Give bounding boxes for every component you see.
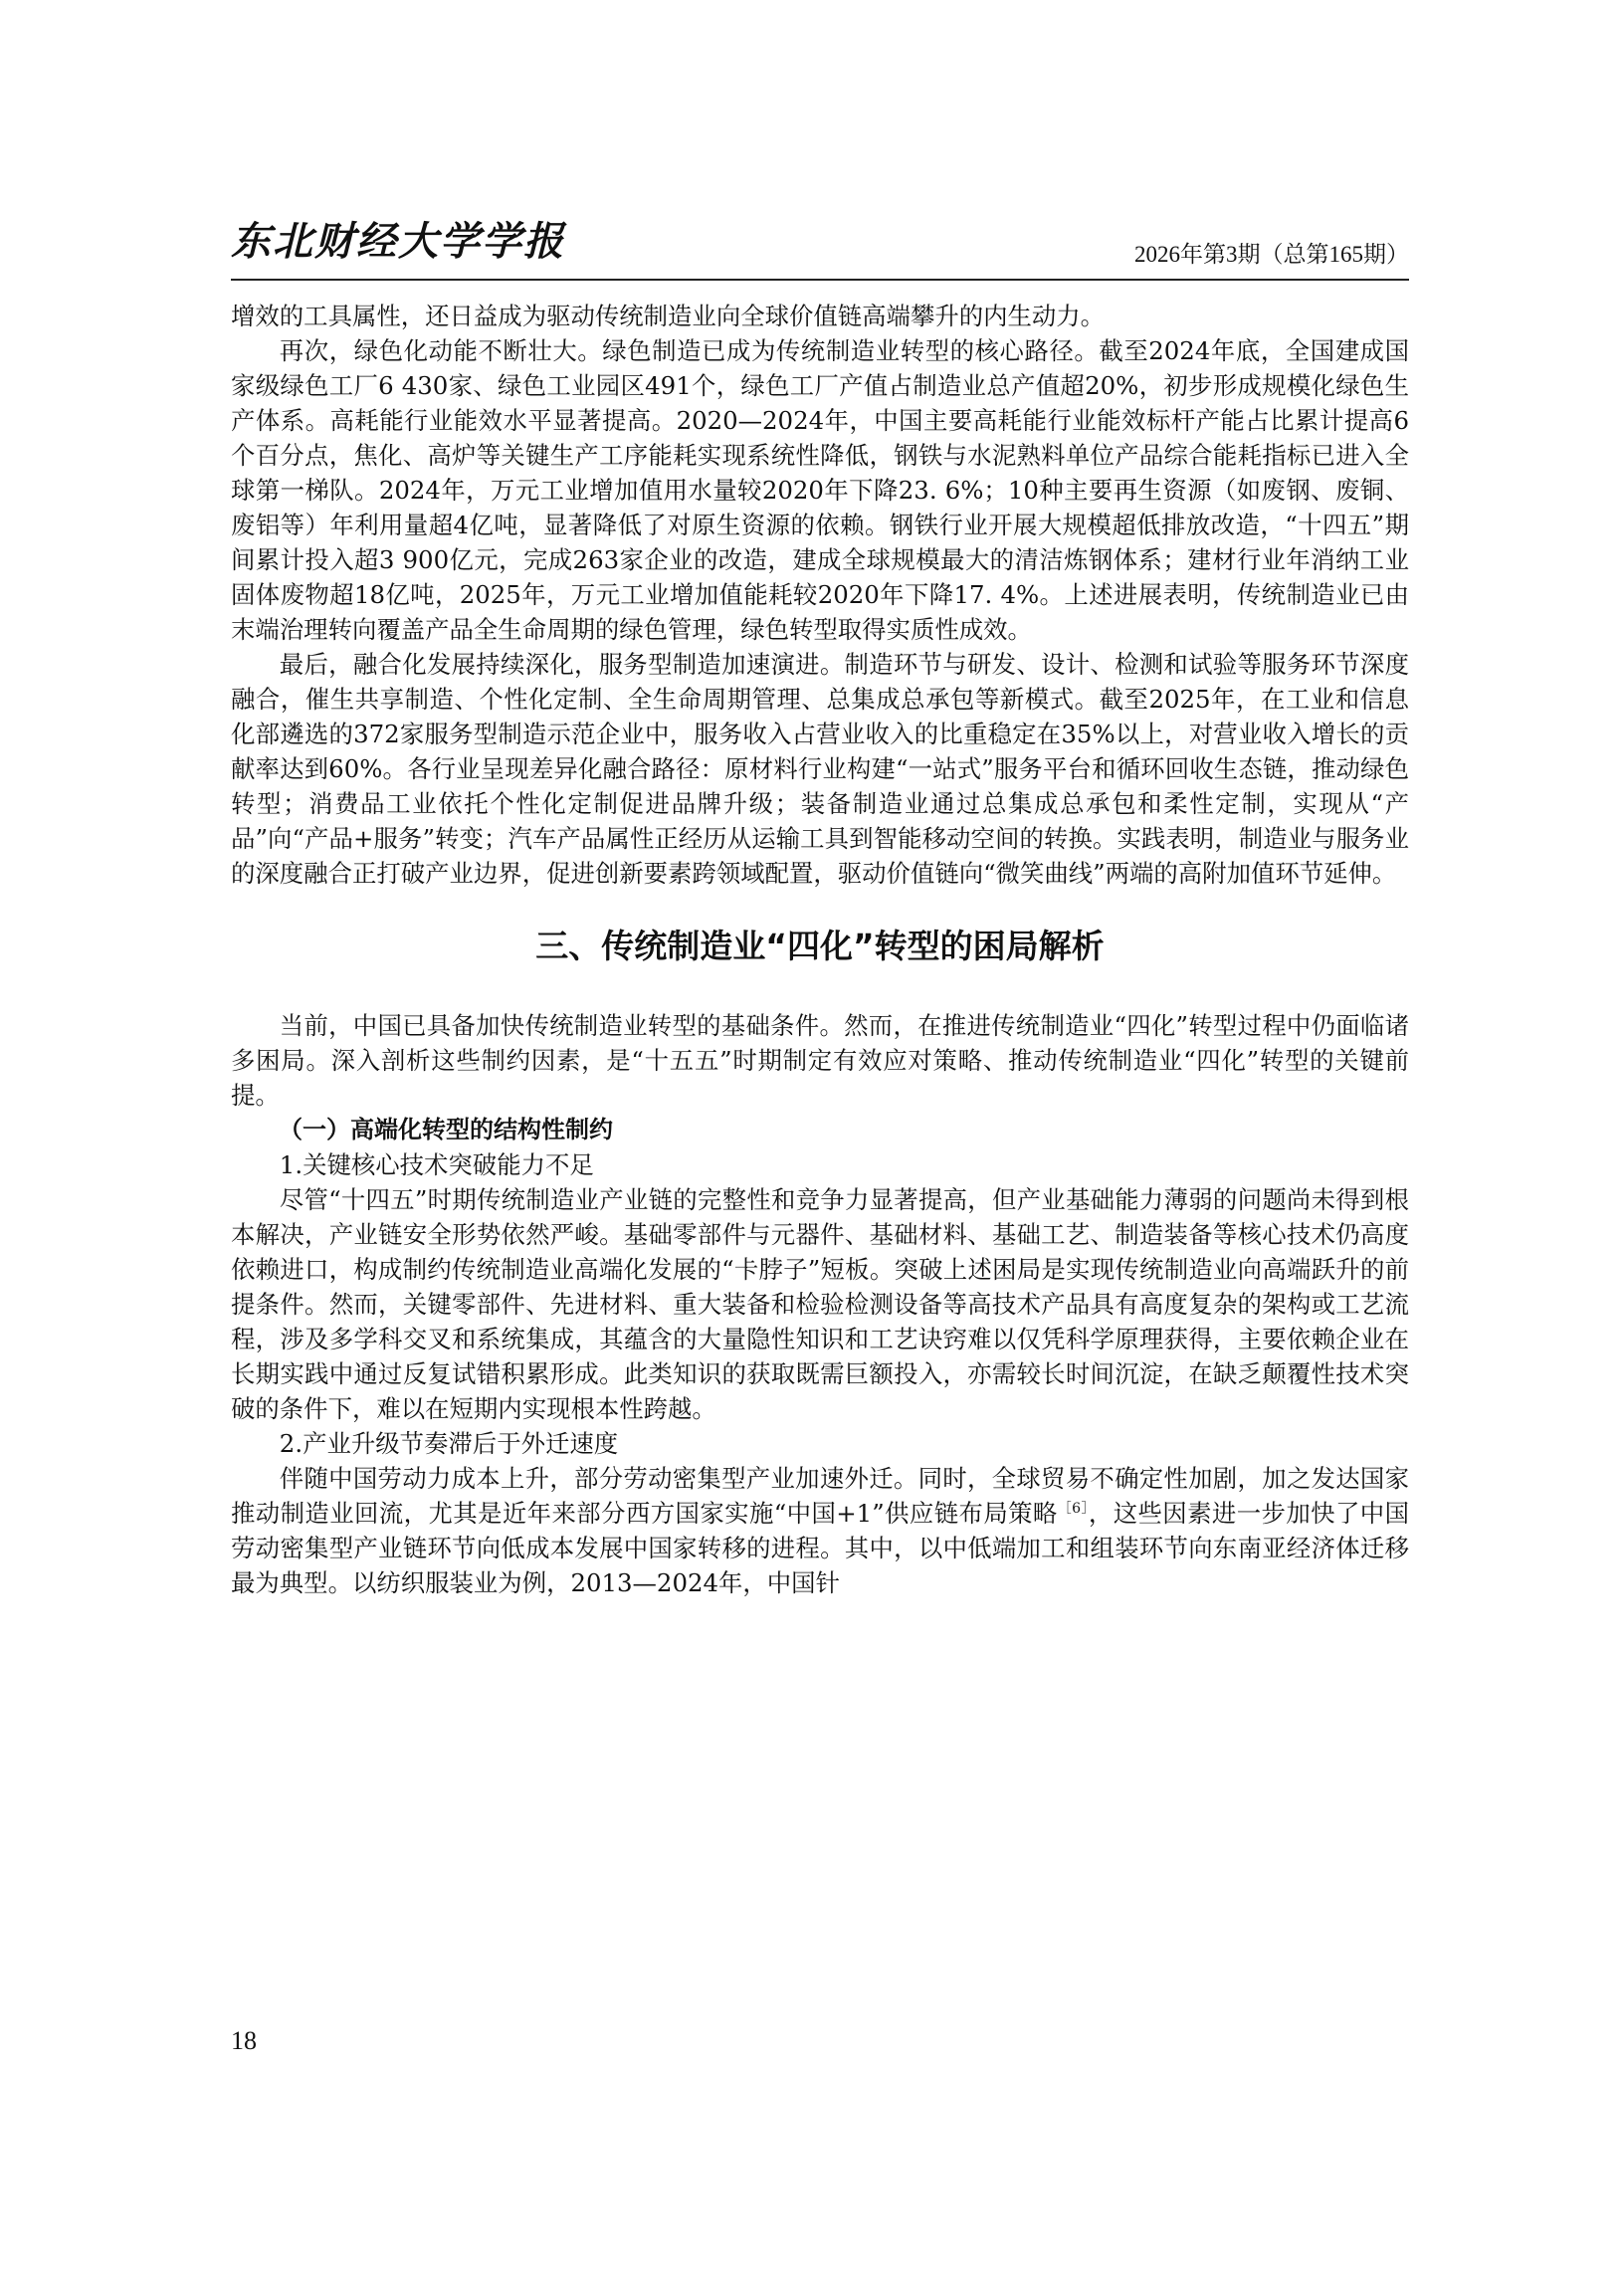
- paragraph-core-tech: 尽管“十四五”时期传统制造业产业链的完整性和竞争力显著提高，但产业基础能力薄弱的问题尚未得到根本解决，产业链安全形势依然严峻。基础零部件与元器件、基础材料、基础工艺、制造装备等核心技术仍高度依赖进口，构成制约传统制造业高端化发展的“卡脖子”短板。突破上述困局是实现传统制造业向高端跃升的前提条件。然而，关键零部件、先进材料、重大装备和检验检测设备等高技术产品具有高度复杂的架构或工艺流程，涉及多学科交叉和系统集成，其蕴含的大量隐性知识和工艺诀窍难以仅凭科学原理获得，主要依赖企业在长期实践中通过反复试错积累形成。此类知识的获取既需巨额投入，亦需较长时间沉淀，在缺乏颠覆性技术突破的条件下，难以在短期内实现根本性跨越。: [231, 1185, 1409, 1423]
- article-body: [231, 299, 1409, 1600]
- running-header: [231, 217, 1409, 277]
- paragraph-relocation-part1: 伴随中国劳动力成本上升，部分劳动密集型产业加速外迁。同时，全球贸易不确定性加剧，加之发达国家推动制造业回流，尤其是近年来部分西方国家实施“中国+1”供应链布局策略: [231, 1464, 1409, 1528]
- paragraph-green: 再次，绿色化动能不断壮大。绿色制造已成为传统制造业转型的核心路径。截至2024年底，全国建成国家级绿色工厂6 430家、绿色工业园区491个，绿色工厂产值占制造业总产值超20%，初步形成规模化绿色生产体系。高耗能行业能效水平显著提高。2020—2024年，中国主要高耗能行业能效标杆产能占比累计提高6个百分点，焦化、高炉等关键生产工序能耗实现系统性降低，钢铁与水泥熟料单位产品综合能耗指标已进入全球第一梯队。2024年，万元工业增加值用水量较2020年下降23. 6%；10种主要再生资源（如废钢、废铜、废铝等）年利用量超4亿吨，显著降低了对原生资源的依赖。钢铁行业开展大规模超低排放改造，“十四五”期间累计投入超3 900亿元，完成263家企业的改造，建成全球规模最大的清洁炼钢体系；建材行业年消纳工业固体废物超18亿吨，2025年，万元工业增加值能耗较2020年下降17. 4%。上述进展表明，传统制造业已由末端治理转向覆盖产品全生命周期的绿色管理，绿色转型取得实质性成效。: [231, 336, 1409, 644]
- paragraph-intro: 当前，中国已具备加快传统制造业转型的基础条件。然而，在推进传统制造业“四化”转型过程中仍面临诸多困局。深入剖析这些制约因素，是“十五五”时期制定有效应对策略、推动传统制造业“四化”转型的关键前提。: [231, 1011, 1409, 1110]
- section-title: 三、传统制造业“四化”转型的困局解析: [535, 927, 1105, 965]
- issue-info: 2026年第3期（总第165期）: [1134, 242, 1409, 267]
- subsubsection-heading-2: 2.产业升级节奏滞后于外迁速度: [279, 1429, 619, 1458]
- paragraph-continued: 增效的工具属性，还日益成为驱动传统制造业向全球价值链高端攀升的内生动力。: [231, 302, 1106, 330]
- header-rule: [231, 279, 1409, 281]
- journal-name: 东北财经大学学报: [231, 218, 565, 265]
- citation-marker[interactable]: ［6］: [1057, 1500, 1089, 1517]
- subsection-heading: （一）高端化转型的结构性制约: [279, 1116, 613, 1143]
- paragraph-integration: 最后，融合化发展持续深化，服务型制造加速演进。制造环节与研发、设计、检测和试验等服务环节深度融合，催生共享制造、个性化定制、全生命周期管理、总集成总承包等新模式。截至2025年，在工业和信息化部遴选的372家服务型制造示范企业中，服务收入占营业收入的比重稳定在35%以上，对营业收入增长的贡献率达到60%。各行业呈现差异化融合路径：原材料行业构建“一站式”服务平台和循环回收生态链，推动绿色转型；消费品工业依托个性化定制促进品牌升级；装备制造业通过总集成总承包和柔性定制，实现从“产品”向“产品+服务”转变；汽车产品属性正经历从运输工具到智能移动空间的转换。实践表明，制造业与服务业的深度融合正打破产业边界，促进创新要素跨领域配置，驱动价值链向“微笑曲线”两端的高附加值环节延伸。: [231, 650, 1409, 888]
- paragraph-relocation: [231, 1461, 1409, 1600]
- paragraph-relocation-part2: ，这些因素进一步加快了中国劳动密集型产业链环节向低成本发展中国家转移的进程。其中，以中低端加工和组装环节向东南亚经济体迁移最为典型。以纺织服装业为例，2013—2024年，中国针: [231, 1499, 1409, 1597]
- subsubsection-heading-1: 1.关键核心技术突破能力不足: [279, 1150, 594, 1179]
- page-number: 18: [231, 2026, 257, 2055]
